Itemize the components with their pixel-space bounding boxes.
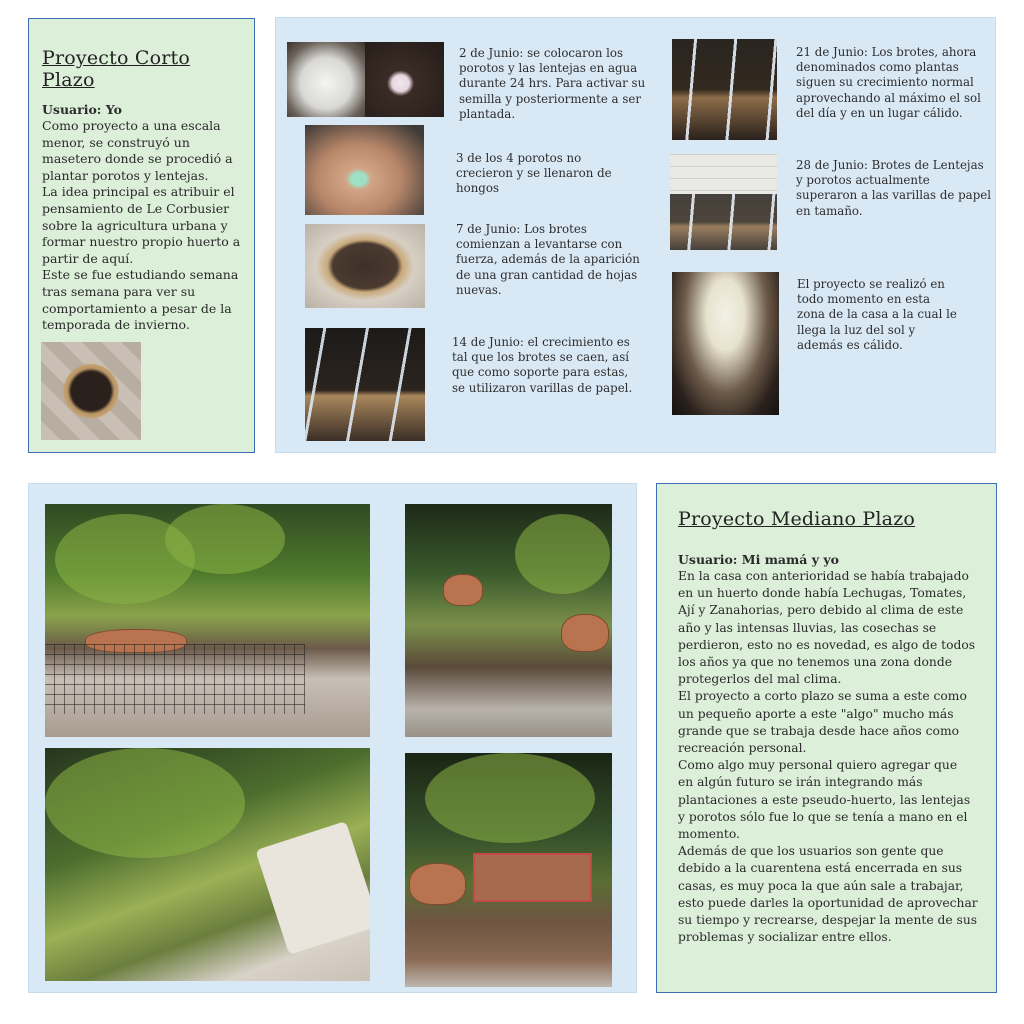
timeline-caption-4: 14 de Junio: el crecimiento es tal que los brotes se caen, así que como soporte para estas, se utilizaron varillas de papel.	[452, 335, 633, 395]
garden-photo-4	[405, 753, 612, 987]
planter-box-photo	[41, 342, 141, 440]
short-project-user: Usuario: Yo	[42, 102, 122, 117]
medium-project-user: Usuario: Mi mamá y yo	[678, 552, 839, 567]
short-project-title: Proyecto Corto Plazo	[42, 47, 190, 91]
timeline-caption-7: El proyecto se realizó en todo momento en esta zona de la casa a la cual le llega la luz del sol y además es cálido.	[797, 277, 957, 352]
timeline-caption-3: 7 de Junio: Los brotes comienzan a levantarse con fuerza, además de la aparición de una gran cantidad de hojas nuevas.	[456, 222, 640, 297]
sunny-room-photo	[672, 272, 779, 415]
plants-week4-photo	[670, 154, 777, 250]
short-project-description: Como proyecto a una escala menor, se construyó un masetero donde se procedió a plantar porotos y lentejas. La idea principal es atribuir el pensamiento de Le Corbusier sobre la agricultura urbana y formar nuestro propio huerto a partir de aquí. Este se fue estudiando semana tras semana para ver su comportamiento a pesar de la temporada de invierno.	[42, 118, 241, 333]
garden-photo-1	[45, 504, 370, 737]
medium-project-panel	[656, 483, 997, 993]
medium-project-title: Proyecto Mediano Plazo	[678, 508, 916, 530]
plants-week3-photo	[672, 39, 777, 140]
sprouts-photo	[305, 224, 425, 308]
timeline-panel	[275, 17, 996, 453]
moldy-bean-photo	[305, 125, 424, 215]
seed-sprout-photo	[365, 42, 444, 117]
timeline-caption-2: 3 de los 4 porotos no crecieron y se llenaron de hongos	[456, 151, 612, 196]
timeline-caption-5: 21 de Junio: Los brotes, ahora denominados como plantas siguen su crecimiento normal aprovechando al máximo el sol del día y en un lugar cálido.	[796, 45, 981, 120]
garden-photo-2	[405, 504, 612, 737]
medium-project-description: En la casa con anterioridad se había trabajado en un huerto donde había Lechugas, Tomates, Ají y Zanahorias, pero debido al clima de este año y las intensas lluvias, las cosechas se perdieron, esto no es novedad, es algo de todos los años ya que no tenemos una zona donde protegerlos del mal clima. El proyecto a corto plazo se suma a este como un pequeño aporte a este "algo" mucho más grande que se trabaja desde hace años como recreación personal. Como algo muy personal quiero agregar que en algún futuro se irán integrando más plantaciones a este pseudo-huerto, las lentejas y porotos sólo fue lo que se tenía a mano en el momento. Además de que los usuarios son gente que debido a la cuarentena está encerrada en sus casas, es muy poca la que aún sale a trabajar, esto puede darles la oportunidad de aprovechar su tiempo y recrearse, despejar la mente de sus problemas y socializar entre ellos.	[678, 569, 978, 945]
short-project-panel	[28, 18, 255, 453]
garden-photo-3	[45, 748, 370, 981]
paper-sticks-photo	[305, 328, 425, 441]
garden-photos-panel	[28, 483, 637, 993]
seeds-in-water-photo	[287, 42, 365, 117]
timeline-caption-1: 2 de Junio: se colocaron los porotos y las lentejas en agua durante 24 hrs. Para activar su semilla y posteriormente a ser plantada.	[459, 46, 646, 121]
timeline-caption-6: 28 de Junio: Brotes de Lentejas y porotos actualmente superaron a las varillas de papel en tamaño.	[796, 158, 992, 218]
